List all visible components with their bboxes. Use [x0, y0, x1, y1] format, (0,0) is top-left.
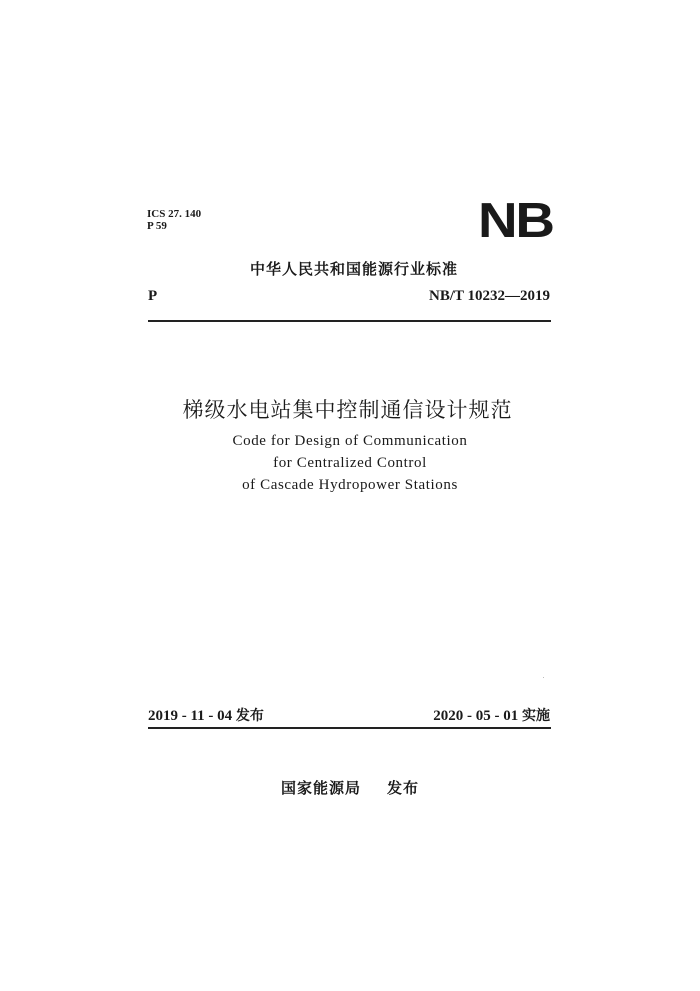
english-title-line: Code for Design of Communication: [232, 433, 468, 449]
nb-logo: NB: [478, 194, 553, 248]
ics-code: ICS 27. 140: [147, 208, 202, 220]
scan-speck: [543, 677, 544, 678]
english-title-line: of Cascade Hydropower Stations: [242, 477, 458, 493]
implementation-date-block: [433, 705, 550, 725]
classification-code: P: [148, 288, 158, 304]
issue-label: 发布: [235, 708, 264, 724]
publisher-name: 国家能源局: [280, 779, 361, 797]
publisher: [0, 777, 700, 798]
top-divider: [148, 320, 551, 322]
implementation-date: 2020 - 05 - 01: [433, 708, 519, 724]
standard-number: NB/T 10232—2019: [429, 288, 550, 304]
english-title: [0, 430, 700, 496]
english-title-line: for Centralized Control: [273, 455, 427, 471]
publisher-action: 发布: [387, 779, 420, 797]
implementation-label: 实施: [522, 708, 550, 724]
chinese-title: 梯级水电站集中控制通信设计规范: [182, 398, 513, 422]
bottom-divider: [148, 727, 551, 729]
ics-classification: [147, 208, 201, 232]
organization-title: 中华人民共和国能源行业标准: [249, 260, 458, 278]
issue-date-block: [148, 705, 264, 725]
issue-date: 2019 - 11 - 04: [148, 708, 233, 724]
ccs-code: P 59: [147, 220, 167, 232]
